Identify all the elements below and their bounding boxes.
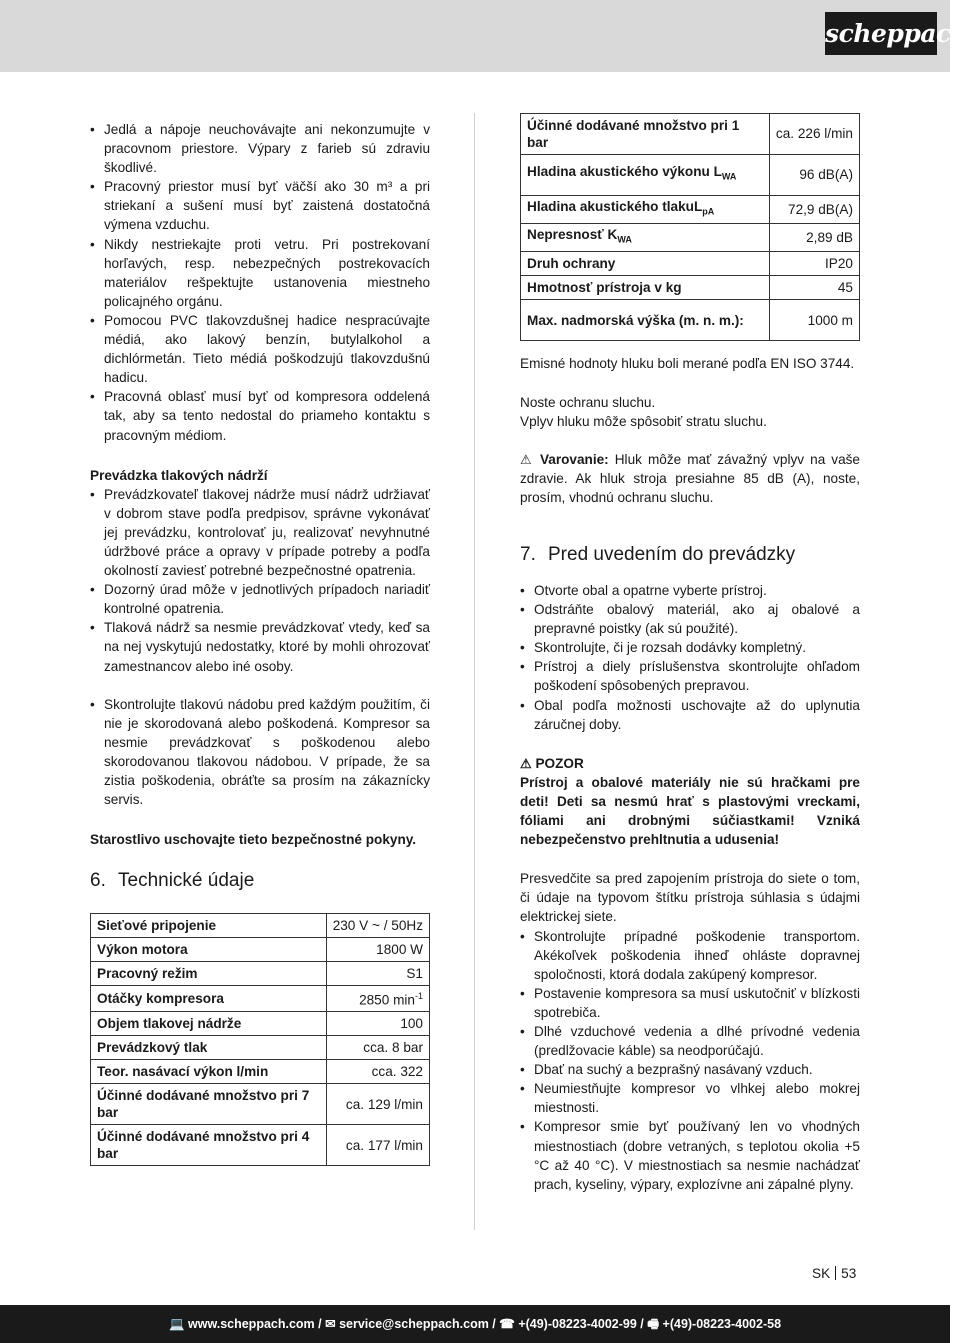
- spec-value-superscript: -1: [414, 991, 423, 1002]
- hearing-protection-note: Noste ochranu sluchu.: [520, 394, 656, 410]
- inspection-list: [90, 695, 430, 810]
- list-item: • Tlaková nádrž sa nesmie prevádzkovať vtedy, keď sa na nej vyskytujú nedostatky, ktoré by mohli ohrozovať zamestnancov alebo iné osoby.: [90, 618, 430, 675]
- spec-label: [91, 1060, 327, 1084]
- spec-label: [91, 1125, 327, 1166]
- list-item: • Otvorte obal a opatrne vyberte prístroj.: [520, 581, 860, 600]
- spec-label-subscript: WA: [617, 234, 632, 245]
- spec-value: [326, 914, 429, 938]
- spec-value-text: 1800 W: [376, 942, 423, 958]
- spec-value-text: ca. 226 l/min: [775, 126, 853, 142]
- list-item: • Obal podľa možnosti uschovajte až do uplynutia záručnej doby.: [520, 696, 860, 734]
- technical-data-table: [90, 913, 430, 1166]
- list-item: • Pomocou PVC tlakovzdušnej hadice nespracúvajte médiá, ako lakový benzín, butylalkohol a dichlórmetán. Tieto médiá poškodzujú tlakovzdušnú hadicu.: [90, 311, 430, 387]
- pressure-tank-heading: Prevádzka tlakových nádrží: [90, 467, 268, 483]
- list-item: • Dozorný úrad môže v jednotlivých prípadoch nariadiť kontrolné opatrenia.: [90, 580, 430, 618]
- spec-label-text: Výkon motora: [97, 942, 188, 958]
- header-bar: [0, 0, 968, 72]
- spec-label-text: Sieťové pripojenie: [97, 918, 217, 934]
- spec-value-text: IP20: [825, 256, 853, 272]
- list-item: • Kompresor smie byť používaný len vo vhodných miestnostiach (dobre vetraných, s teplotou okolia +5 °C až 40 °C). V miestnostiach sa nesmie nachádzať prach, kyseliny, výpary, explozívne ani zápalné plyny.: [520, 1117, 860, 1193]
- table-row: [91, 1125, 430, 1166]
- table-row: [91, 986, 430, 1012]
- list-item: • Pracovný priestor musí byť väčší ako 30 m³ a pri striekaní a sušení musí byť zaistená dostatočná výmena vzduchu.: [90, 177, 430, 234]
- section-title: Pred uvedením do prevádzky: [548, 544, 796, 565]
- spec-label-text: Účinné dodávané množstvo pri 4 bar: [97, 1128, 310, 1162]
- spec-value: [326, 986, 429, 1012]
- section-number: 7.: [520, 544, 536, 565]
- footer-separator: /: [636, 1317, 648, 1331]
- table-row: [521, 276, 860, 300]
- spec-value: [326, 1125, 429, 1166]
- page-language: SK: [812, 1266, 831, 1281]
- spec-label-text: Hladina akustického tlakuL: [527, 199, 703, 214]
- spec-label: [521, 300, 770, 341]
- installation-list: [520, 927, 860, 1194]
- spec-value: [769, 196, 859, 224]
- spec-label-subscript: WA: [721, 172, 737, 183]
- phone-number: +(49)-08223-4002-99: [518, 1317, 637, 1331]
- spec-label-text: Účinné dodávané množstvo pri 7 bar: [97, 1087, 310, 1121]
- spec-value-text: 2,89 dB: [806, 230, 853, 246]
- spec-value: [326, 1036, 429, 1060]
- emission-note: Emisné hodnoty hluku boli merané podľa EN ISO 3744.: [520, 356, 855, 372]
- spec-value-text: cca. 322: [371, 1064, 423, 1080]
- spec-value-text: 100: [400, 1016, 423, 1032]
- spec-value: [326, 1084, 429, 1125]
- list-item: • Jedlá a nápoje neuchovávajte ani nekonzumujte v pracovnom priestore. Výpary z farieb sú zdraviu škodlivé.: [90, 120, 430, 177]
- column-divider: [474, 113, 475, 1230]
- warning-label: Varovanie:: [539, 451, 609, 467]
- spec-label-text: Max. nadmorská výška (m. n. m.):: [527, 312, 744, 328]
- section-6-heading: [90, 869, 430, 893]
- table-row: [521, 300, 860, 341]
- caution-heading: [520, 754, 860, 773]
- table-row: [91, 1084, 430, 1125]
- warning-triangle-icon: ⚠: [520, 451, 534, 467]
- table-row: [91, 962, 430, 986]
- keep-instructions-note: Starostlivo uschovajte tieto bezpečnostné pokyny.: [90, 832, 417, 848]
- spec-label-text: Účinné dodávané množstvo pri 1 bar: [527, 117, 740, 150]
- spec-label-text: Otáčky kompresora: [97, 991, 224, 1007]
- table-row: [91, 1012, 430, 1036]
- email-link[interactable]: service@scheppach.com: [339, 1317, 489, 1331]
- list-item: • Pracovná oblasť musí byť od kompresora oddelená tak, aby sa tento nedostal do priameho kontaktu s pracovným médiom.: [90, 387, 430, 444]
- caution-label: POZOR: [535, 755, 584, 771]
- spec-label-text: Teor. nasávací výkon l/min: [97, 1064, 269, 1080]
- scheppach-logo: scheppach: [825, 12, 937, 55]
- spec-label: [91, 1012, 327, 1036]
- right-column: [520, 113, 860, 1194]
- table-row: [91, 938, 430, 962]
- spec-label-text: Nepresnosť K: [527, 227, 618, 243]
- spec-label: [521, 252, 770, 276]
- section-7-heading: [520, 543, 860, 567]
- list-item: • Prevádzkovateľ tlakovej nádrže musí nádrž udržiavať v dobrom stave podľa predpisov, správne vykonávať jej prevádzku, kontrolovať ju, realizovať nevyhnutné údržbové práce a opravy v prípade potreby a podľa okolností zaviesť potrebné bezpečnostné opatrenia.: [90, 485, 430, 580]
- spec-value-text: 96 dB(A): [799, 167, 853, 183]
- list-item: • Dbať na suchý a bezprašný nasávaný vzduch.: [520, 1060, 860, 1079]
- spec-value: [326, 1012, 429, 1036]
- pressure-tank-list: [90, 485, 430, 676]
- spec-label: [521, 196, 770, 224]
- noise-warning: [520, 450, 860, 507]
- spec-value-text: 45: [837, 280, 853, 296]
- phone-icon: ☎: [499, 1317, 515, 1331]
- spec-value-text: S1: [406, 966, 423, 982]
- spec-label-text: Prevádzkový tlak: [97, 1040, 208, 1056]
- spec-value-text: 2850 min: [359, 992, 415, 1008]
- spec-value-text: 230 V ~ / 50Hz: [332, 918, 423, 934]
- spec-value-text: 1000 m: [807, 312, 853, 328]
- table-row: [521, 155, 860, 196]
- spec-label-subscript: pA: [702, 206, 715, 217]
- contact-footer: [0, 1305, 950, 1343]
- spec-label-text: Hladina akustického výkonu L: [527, 164, 722, 180]
- list-item: • Postavenie kompresora sa musí uskutočniť v blízkosti spotrebiča.: [520, 984, 860, 1022]
- email-icon: ✉: [325, 1317, 336, 1331]
- fax-icon: 🖷: [647, 1317, 660, 1331]
- footer-separator: /: [488, 1317, 500, 1331]
- spec-value-text: cca. 8 bar: [363, 1040, 423, 1056]
- spec-label: [91, 1084, 327, 1125]
- unpacking-list: [520, 581, 860, 734]
- list-item: • Neumiestňujte kompresor vo vlhkej alebo mokrej miestnosti.: [520, 1079, 860, 1117]
- spec-label-text: Objem tlakovej nádrže: [97, 1016, 242, 1032]
- spec-value: [769, 114, 859, 155]
- spec-label: [91, 938, 327, 962]
- section-title: Technické údaje: [118, 870, 255, 892]
- list-item: • Skontrolujte tlakovú nádobu pred každým použitím, či nie je skorodovaná alebo poškodená. Kompresor sa nesmie prevádzkovať s poškodenou alebo skorodovanou tlakovou nádobou. V prípade, že sa zistia poškodenia, obráťte sa prosím na zákaznícky servis.: [90, 695, 430, 810]
- list-item: • Skontrolujte, či je rozsah dodávky kompletný.: [520, 638, 860, 657]
- computer-icon: 💻: [168, 1317, 185, 1331]
- spec-value: [769, 155, 859, 196]
- spec-value-text: ca. 129 l/min: [345, 1096, 423, 1112]
- spec-label: [91, 962, 327, 986]
- warning-text: Hluk môže mať závažný vplyv na vaše zdravie. Ak hluk stroja presiahne 85 dB (A), noste, prosím, vhodnú ochranu sluchu.: [520, 451, 860, 505]
- page-number-separator: [835, 1266, 836, 1280]
- spec-label: [91, 986, 327, 1012]
- spec-label: [521, 155, 770, 196]
- table-row: [91, 1036, 430, 1060]
- mains-check-text: Presvedčite sa pred zapojením prístroja do siete o tom, či údaje na typovom štítku prístroja súhlasia s údajmi elektrickej siete.: [520, 871, 860, 925]
- spec-value: [769, 252, 859, 276]
- website-link[interactable]: www.scheppach.com: [188, 1317, 315, 1331]
- spec-value: [769, 224, 859, 252]
- footer-separator: /: [314, 1317, 326, 1331]
- spec-label-text: Druh ochrany: [527, 256, 616, 272]
- table-row: [521, 114, 860, 155]
- list-item: • Skontrolujte prípadné poškodenie transportom. Akékoľvek poškodenia ihneď ohláste dopravnej spoločnosti, ktorá dodala zakúpený kompresor.: [520, 927, 860, 984]
- spec-label-text: Hmotnosť prístroja v kg: [527, 280, 682, 296]
- section-number: 6.: [90, 870, 106, 892]
- spec-value: [769, 276, 859, 300]
- spec-label: [91, 914, 327, 938]
- table-row: [91, 914, 430, 938]
- spec-value-text: ca. 177 l/min: [345, 1137, 423, 1153]
- fax-number: +(49)-08223-4002-58: [662, 1317, 782, 1331]
- spec-value: [769, 300, 859, 341]
- spec-label: [521, 114, 770, 155]
- list-item: • Prístroj a diely príslušenstva skontrolujte ohľadom poškodení spôsobených prepravou.: [520, 657, 860, 695]
- spec-value: [326, 962, 429, 986]
- spec-label: [521, 276, 770, 300]
- table-row: [91, 1060, 430, 1084]
- caution-text: Prístroj a obalové materiály nie sú hračkami pre deti! Deti sa nesmú hrať s plastovými vreckami, fóliami ani drobnými súčiastkami! Vzniká nebezpečenstvo prehltnutia a udusenia!: [520, 774, 860, 848]
- table-row: [521, 252, 860, 276]
- list-item: • Nikdy nestriekajte proti vetru. Pri postrekovaní horľavých, resp. nebezpečných postrekovacích materiálov rešpektujte ustanovenia miestneho policajného orgánu.: [90, 235, 430, 311]
- safety-list: [90, 120, 430, 445]
- spec-label: [91, 1036, 327, 1060]
- technical-data-table-continued: [520, 113, 860, 341]
- spec-value-text: 72,9 dB(A): [788, 201, 853, 217]
- list-item: • Odstráňte obalový materiál, ako aj obalové a prepravné poistky (ak sú použité).: [520, 600, 860, 638]
- hearing-loss-note: Vplyv hluku môže spôsobiť stratu sluchu.: [520, 413, 767, 429]
- table-row: [521, 224, 860, 252]
- left-column: [90, 120, 430, 1166]
- spec-label-text: Pracovný režim: [97, 966, 198, 982]
- page-number-value: 53: [841, 1266, 857, 1281]
- spec-label: [521, 224, 770, 252]
- spec-value: [326, 1060, 429, 1084]
- table-row: [521, 196, 860, 224]
- page-number: [812, 1266, 856, 1281]
- list-item: • Dlhé vzduchové vedenia a dlhé prívodné vedenia (predlžovacie káble) sa neodporúčajú.: [520, 1022, 860, 1060]
- spec-value: [326, 938, 429, 962]
- warning-triangle-icon: ⚠: [520, 755, 532, 771]
